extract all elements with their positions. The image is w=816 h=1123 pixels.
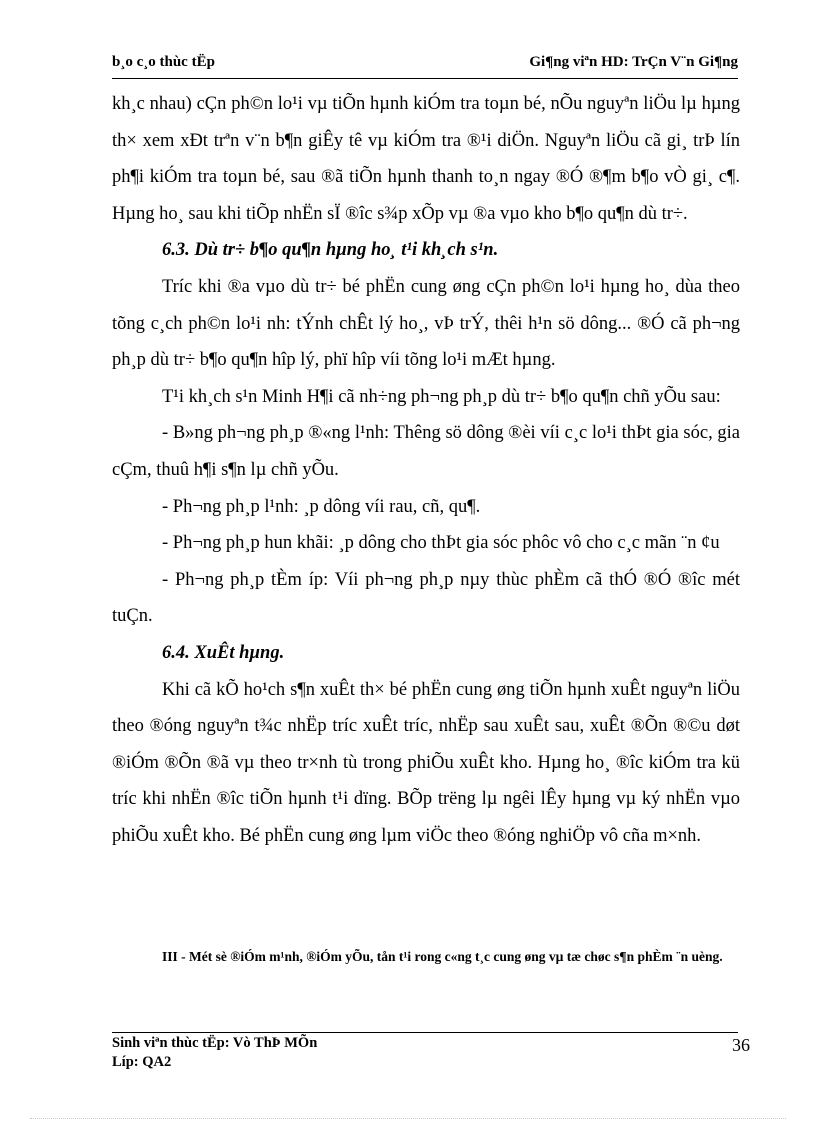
section-3-title: III - Mét sè ®iÓm m¹nh, ®iÓm yÕu, tån t¹i rong c«ng t¸c cung øng vµ tæ chøc s¶n phÈm ¨n uèng.	[162, 949, 723, 964]
report-title: b¸o c¸o thùc tËp	[112, 54, 215, 70]
section-heading-3	[112, 940, 740, 974]
student-name: Sinh viªn thùc tËp: Vò ThÞ MÕn	[112, 1035, 318, 1051]
footer-rule	[112, 1032, 738, 1033]
header-rule	[112, 78, 738, 79]
list-item: - Ph¬ng ph¸p l¹nh: ¸p dông víi rau, cñ, qu¶.	[162, 496, 481, 517]
section-heading-6-4: 6.4. XuÊt hµng.	[162, 642, 285, 663]
list-item: - Ph¬ng ph¸p tÈm íp: Víi ph¬ng ph¸p nµy thùc phÈm cã thÓ ®Ó ®îc mét tuÇn.	[112, 569, 740, 627]
paragraph: Khi cã kÕ ho¹ch s¶n xuÊt th× bé phËn cung øng tiÕn hµnh xuÊt nguyªn liÖu theo ®óng nguyªn t¾c nhËp tríc xuÊt tríc, nhËp sau xuÊt sau, xuÊt ®Õn ®©u døt ®iÓm ®Õn ®ã vµ theo tr×nh tù trong phiÕu xuÊt kho. Hµng ho¸ ®îc kiÓm tra kü tríc khi nhËn ®îc tiÕn hµnh t¹i dïng. BÕp trëng lµ ngêi lÊy hµng vµ ký nhËn vµo phiÕu xuÊt kho. Bé phËn cung øng lµm viÖc theo ®óng nghiÖp vô cña m×nh.	[112, 679, 740, 846]
page-header	[112, 50, 738, 72]
page-edge-divider	[30, 1118, 786, 1119]
page-number: 36	[732, 1035, 750, 1055]
paragraph: Tríc khi ®a vµo dù tr÷ bé phËn cung øng cÇn ph©n lo¹i hµng ho¸ dùa theo tõng c¸ch ph©n lo¹i nh: tÝnh chÊt lý ho¸, vÞ trÝ, thêi h¹n sö dông... ®Ó cã ph¬ng ph¸p dù tr÷ b¶o qu¶n hîp lý, phï hîp víi tõng lo¹i mÆt hµng.	[112, 276, 740, 371]
list-item: - Ph¬ng ph¸p hun khãi: ¸p dông cho thÞt gia sóc phôc vô cho c¸c mãn ¨n ¢u	[162, 533, 720, 554]
paragraph: T¹i kh¸ch s¹n Minh H¶i cã nh÷ng ph¬ng ph¸p dù tr÷ b¶o qu¶n chñ yÕu sau:	[162, 386, 721, 407]
section-heading-6-3: 6.3. Dù tr÷ b¶o qu¶n hµng ho¸ t¹i kh¸ch s¹n.	[162, 240, 499, 261]
body-content	[112, 86, 740, 854]
list-item: - B»ng ph¬ng ph¸p ®«ng l¹nh: Thêng sö dông ®èi víi c¸c lo¹i thÞt gia sóc, gia cÇm, thuû h¶i s¶n lµ chñ yÕu.	[112, 423, 740, 480]
supervisor-name: Gi¶ng viªn HD: TrÇn V¨n Gi¶ng	[529, 54, 738, 70]
page-footer	[112, 1034, 750, 1072]
paragraph: kh¸c nhau) cÇn ph©n lo¹i vµ tiÕn hµnh kiÓm tra toµn bé, nÕu nguyªn liÖu lµ hµng th× xem xÐt trªn v¨n b¶n giÊy tê vµ kiÓm tra ®¹i diÖn. Nguyªn liÖu cã gi¸ trÞ lín ph¶i kiÓm tra toµn bé, sau ®ã tiÕn hµnh thanh to¸n ngay ®Ó ®¶m b¶o vÒ gi¸ c¶. Hµng ho¸ sau khi tiÕp nhËn sÏ ®îc s¾p xÕp vµ ®a vµo kho b¶o qu¶n dù tr÷.	[112, 94, 740, 224]
class-name: Líp: QA2	[112, 1054, 172, 1070]
